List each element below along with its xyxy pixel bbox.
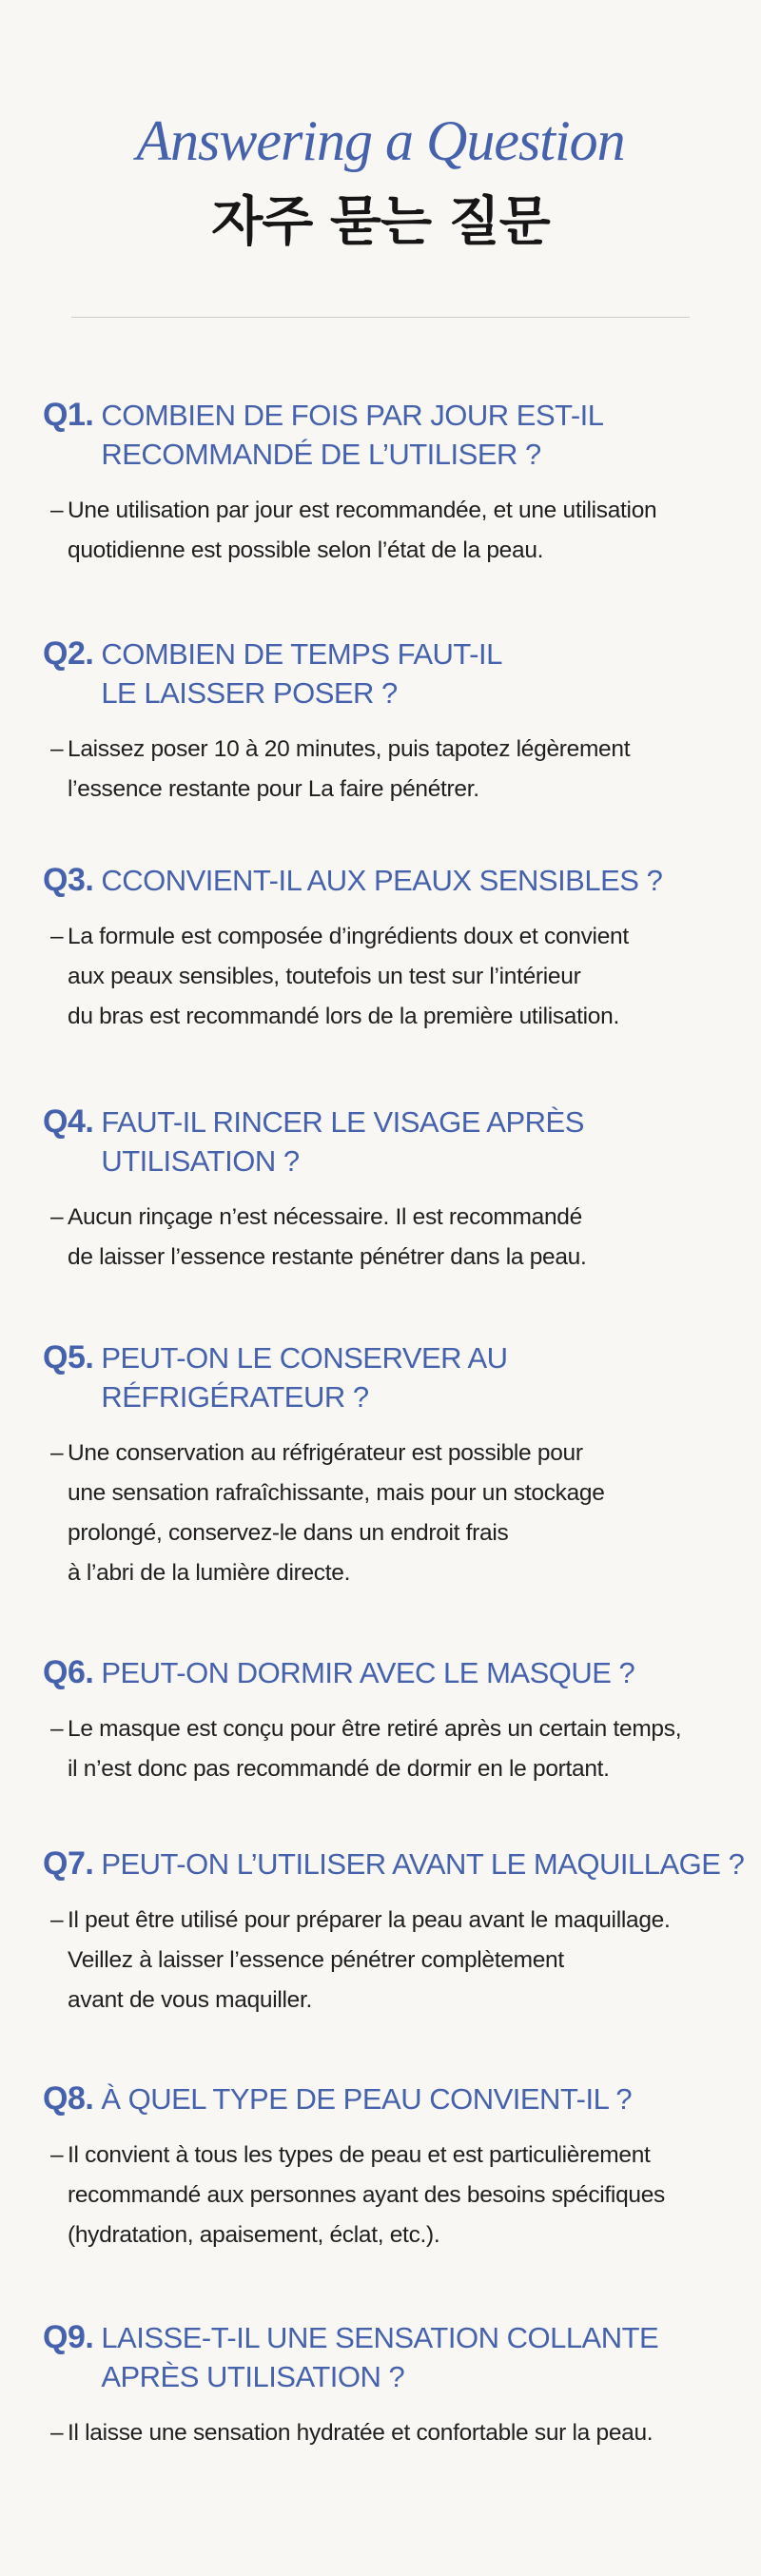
answer-line: à l’abri de la lumière directe. bbox=[68, 1560, 351, 1586]
answer-line: Une conservation au réfrigérateur est possible pour bbox=[68, 1440, 583, 1466]
faq-question bbox=[0, 1338, 761, 1416]
answer-text bbox=[68, 2413, 653, 2453]
question-line: CCONVIENT-IL AUX PEAUX SENSIBLES ? bbox=[101, 864, 663, 897]
script-title: Answering a Question bbox=[136, 109, 625, 172]
answer-text bbox=[68, 1709, 681, 1789]
answer-line: l’essence restante pour La faire pénétrer. bbox=[68, 776, 479, 802]
answer-dash: – bbox=[50, 498, 64, 523]
answer-line: du bras est recommandé lors de la première utilisation. bbox=[68, 1004, 619, 1029]
question-text bbox=[101, 2079, 632, 2118]
answer-text bbox=[68, 1901, 670, 2020]
answer-line: il n’est donc pas recommandé de dormir en le portant. bbox=[68, 1756, 610, 1782]
page-header bbox=[0, 0, 761, 253]
answer-line: Le masque est conçu pour être retiré après un certain temps, bbox=[68, 1716, 682, 1742]
page-title: 자주 묻는 질문 bbox=[211, 191, 550, 253]
question-number: Q4. bbox=[43, 1103, 94, 1140]
question-number: Q6. bbox=[43, 1654, 94, 1690]
question-number: Q3. bbox=[43, 862, 94, 898]
answer-line: prolongé, conservez-le dans un endroit frais bbox=[68, 1520, 509, 1546]
answer-line: Il peut être utilisé pour préparer la peau avant le maquillage. bbox=[68, 1907, 671, 1933]
answer-line: quotidienne est possible selon l’état de la peau. bbox=[68, 537, 544, 563]
answer-line: Laissez poser 10 à 20 minutes, puis tapotez légèrement bbox=[68, 736, 631, 762]
answer-line: recommandé aux personnes ayant des besoins spécifiques bbox=[68, 2182, 665, 2208]
answer-line: Il laisse une sensation hydratée et confortable sur la peau. bbox=[68, 2420, 654, 2446]
faq-item bbox=[0, 1844, 761, 2020]
faq-answer bbox=[0, 1434, 761, 1593]
question-text bbox=[101, 1338, 507, 1416]
faq-answer bbox=[0, 1901, 761, 2020]
answer-line: Veillez à laisser l’essence pénétrer complètement bbox=[68, 1947, 564, 1973]
question-text bbox=[101, 634, 502, 712]
answer-line: Une utilisation par jour est recommandée, et une utilisation bbox=[68, 498, 657, 523]
question-line: UTILISATION ? bbox=[101, 1144, 300, 1178]
answer-line: avant de vous maquiller. bbox=[68, 1987, 313, 2013]
answer-dash: – bbox=[50, 1716, 64, 1742]
faq-answer bbox=[0, 730, 761, 810]
faq-item bbox=[0, 2318, 761, 2453]
question-text bbox=[101, 396, 603, 474]
answer-text bbox=[68, 491, 656, 571]
faq-item bbox=[0, 634, 761, 810]
answer-dash: – bbox=[50, 924, 64, 949]
faq-item bbox=[0, 2079, 761, 2255]
faq-question bbox=[0, 1103, 761, 1181]
answer-line: Aucun rinçage n’est nécessaire. Il est recommandé bbox=[68, 1204, 582, 1230]
question-number: Q7. bbox=[43, 1845, 94, 1882]
answer-text bbox=[68, 730, 630, 810]
faq-answer bbox=[0, 1709, 761, 1789]
answer-dash: – bbox=[50, 1204, 64, 1230]
faq-question bbox=[0, 2318, 761, 2396]
answer-line: Il convient à tous les types de peau et est particulièrement bbox=[68, 2142, 651, 2168]
faq-item bbox=[0, 1338, 761, 1593]
answer-line: une sensation rafraîchissante, mais pour un stockage bbox=[68, 1480, 605, 1506]
question-text bbox=[101, 1653, 634, 1692]
question-line: FAUT-IL RINCER LE VISAGE APRÈS bbox=[101, 1105, 584, 1139]
question-text bbox=[101, 1103, 584, 1181]
question-line: PEUT-ON L’UTILISER AVANT LE MAQUILLAGE ? bbox=[101, 1847, 745, 1881]
faq-question bbox=[0, 2079, 761, 2118]
faq-item bbox=[0, 1103, 761, 1278]
faq-question bbox=[0, 396, 761, 474]
faq-answer bbox=[0, 2413, 761, 2453]
faq-question bbox=[0, 1653, 761, 1692]
question-line: LAISSE-T-IL UNE SENSATION COLLANTE bbox=[101, 2321, 659, 2354]
answer-text bbox=[68, 1434, 605, 1593]
faq-item bbox=[0, 861, 761, 1037]
question-text bbox=[101, 1844, 744, 1883]
answer-line: La formule est composée d’ingrédients doux et convient bbox=[68, 924, 629, 949]
question-line: APRÈS UTILISATION ? bbox=[101, 2360, 405, 2393]
question-line: LE LAISSER POSER ? bbox=[101, 676, 398, 710]
question-line: PEUT-ON DORMIR AVEC LE MASQUE ? bbox=[101, 1656, 635, 1689]
faq-question bbox=[0, 861, 761, 900]
answer-line: (hydratation, apaisement, éclat, etc.). bbox=[68, 2222, 440, 2248]
answer-text bbox=[68, 917, 629, 1037]
question-number: Q9. bbox=[43, 2319, 94, 2355]
question-number: Q5. bbox=[43, 1339, 94, 1376]
question-line: À QUEL TYPE DE PEAU CONVIENT-IL ? bbox=[101, 2082, 633, 2116]
answer-dash: – bbox=[50, 736, 64, 762]
question-line: COMBIEN DE FOIS PAR JOUR EST-IL bbox=[101, 399, 604, 432]
question-line: RÉFRIGÉRATEUR ? bbox=[101, 1380, 369, 1414]
question-number: Q2. bbox=[43, 635, 94, 672]
question-line: COMBIEN DE TEMPS FAUT-IL bbox=[101, 637, 502, 671]
question-number: Q1. bbox=[43, 397, 94, 433]
answer-dash: – bbox=[50, 1907, 64, 1933]
faq-answer bbox=[0, 917, 761, 1037]
answer-dash: – bbox=[50, 2142, 64, 2168]
answer-line: aux peaux sensibles, toutefois un test sur l’intérieur bbox=[68, 964, 581, 989]
faq-answer bbox=[0, 2136, 761, 2255]
answer-dash: – bbox=[50, 1440, 64, 1466]
faq-question bbox=[0, 1844, 761, 1883]
answer-text bbox=[68, 1198, 587, 1278]
faq-question bbox=[0, 634, 761, 712]
faq-answer bbox=[0, 491, 761, 571]
question-line: PEUT-ON LE CONSERVER AU bbox=[101, 1341, 508, 1375]
faq-answer bbox=[0, 1198, 761, 1278]
faq-item bbox=[0, 1653, 761, 1789]
question-text bbox=[101, 2318, 658, 2396]
answer-text bbox=[68, 2136, 665, 2255]
question-text bbox=[101, 861, 662, 900]
faq-item bbox=[0, 396, 761, 571]
question-number: Q8. bbox=[43, 2080, 94, 2117]
answer-line: de laisser l’essence restante pénétrer dans la peau. bbox=[68, 1244, 587, 1270]
answer-dash: – bbox=[50, 2420, 64, 2446]
question-line: RECOMMANDÉ DE L’UTILISER ? bbox=[101, 438, 541, 471]
header-divider bbox=[71, 317, 690, 318]
